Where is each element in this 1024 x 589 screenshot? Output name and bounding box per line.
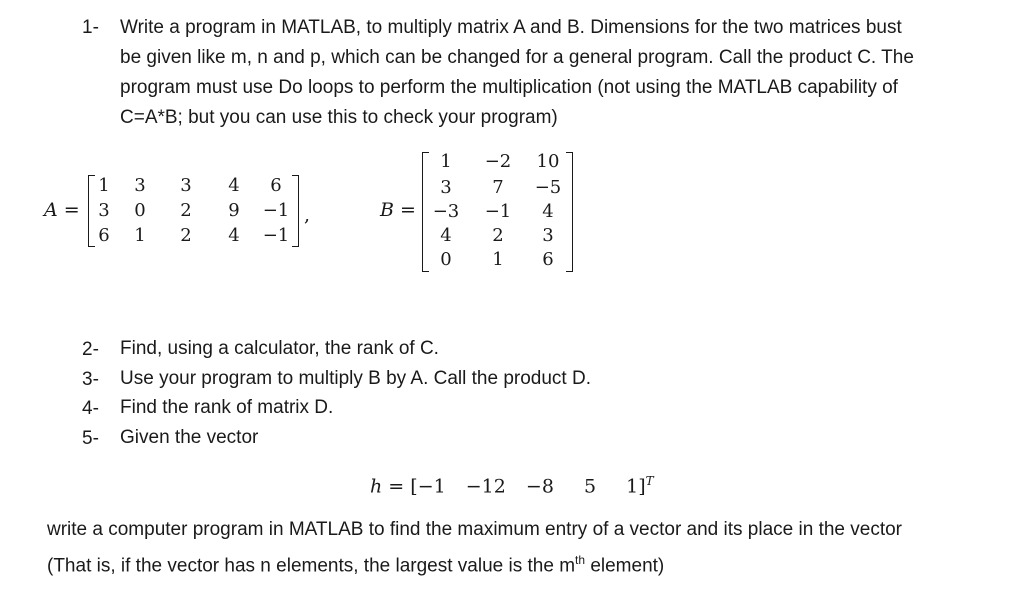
matrix-a-cell: 9 (228, 200, 240, 221)
vector-open-bracket: [ (410, 475, 418, 498)
question-1-line: Write a program in MATLAB, to multiply matrix A and B. Dimensions for the two matrices bust (120, 17, 902, 38)
matrix-b-cell: 0 (440, 249, 452, 270)
matrix-a-cell: 3 (134, 175, 146, 196)
question-3-number: 3- (82, 369, 99, 390)
matrix-a-cell: 6 (270, 175, 282, 196)
matrix-a-cell: 1 (134, 225, 146, 246)
question-3-text: Use your program to multiply B by A. Call the product D. (120, 368, 591, 389)
matrix-a-cell: 3 (180, 175, 192, 196)
matrix-b-cell: 4 (542, 201, 554, 222)
ordinal-superscript: th (575, 553, 586, 567)
final-line-1: write a computer program in MATLAB to find the maximum entry of a vector and its place in the vector (47, 519, 903, 540)
matrix-a-cell: −1 (262, 225, 290, 246)
matrix-a-cell: 2 (180, 200, 192, 221)
matrix-b-cell: −2 (484, 151, 512, 172)
matrix-b-cell: 10 (536, 151, 560, 172)
matrix-a-cell: −1 (262, 200, 290, 221)
matrix-b-cell: 4 (440, 225, 452, 246)
vector-entry: 5 (583, 475, 597, 498)
matrix-a-cell: 1 (98, 175, 110, 196)
matrix-b-cell: −5 (534, 177, 562, 198)
matrix-a-comma: , (304, 204, 311, 226)
matrix-b-cell: −3 (432, 201, 460, 222)
matrix-a-cell: 6 (98, 225, 110, 246)
question-1-line: C=A*B; but you can use this to check your program) (120, 107, 558, 128)
vector-transpose: T (645, 474, 654, 488)
question-1-text (120, 13, 914, 133)
matrix-a-cell: 0 (134, 200, 146, 221)
matrix-b-cell: 3 (542, 225, 554, 246)
vector-entry: 1 (626, 475, 639, 498)
final-paragraph (47, 515, 902, 581)
matrix-b-label: B = (380, 199, 416, 221)
vector-entry: −1 (417, 475, 446, 498)
matrix-b-cell: 3 (440, 177, 452, 198)
matrix-b-cell: 7 (492, 177, 504, 198)
question-1-number: 1- (82, 17, 99, 38)
question-5-text: Given the vector (120, 427, 259, 448)
matrix-a-cell: 3 (98, 200, 110, 221)
matrix-a-label: A = (44, 199, 80, 221)
matrix-b-cell: 1 (492, 249, 504, 270)
matrix-a-cell: 2 (180, 225, 192, 246)
question-4-text: Find the rank of matrix D. (120, 397, 334, 418)
question-1-line: program must use Do loops to perform the multiplication (not using the MATLAB capability of (120, 77, 898, 98)
vector-entry: −8 (525, 475, 554, 498)
final-line-2: (That is, if the vector has n elements, the largest value is the $m^{th}$ element) (47, 553, 665, 577)
vector-equals: = (388, 475, 405, 498)
vector-close-bracket: ] (638, 475, 646, 498)
vector-entry: −12 (465, 475, 506, 498)
question-5-number: 5- (82, 428, 99, 449)
matrix-b-cell: 2 (492, 225, 504, 246)
matrix-b-cell: 6 (542, 249, 554, 270)
question-2-text: Find, using a calculator, the rank of C. (120, 338, 439, 359)
question-2-number: 2- (82, 339, 99, 360)
question-4-number: 4- (82, 398, 99, 419)
vector-name: h (370, 475, 383, 498)
matrix-a-cell: 4 (228, 225, 240, 246)
vector-h (370, 474, 654, 497)
matrix-b-cell: −1 (484, 201, 512, 222)
matrix-a-cell: 4 (228, 175, 240, 196)
question-1-line: be given like m, n and p, which can be changed for a general program. Call the product C. The (120, 47, 914, 68)
matrix-b-cell: 1 (440, 151, 452, 172)
